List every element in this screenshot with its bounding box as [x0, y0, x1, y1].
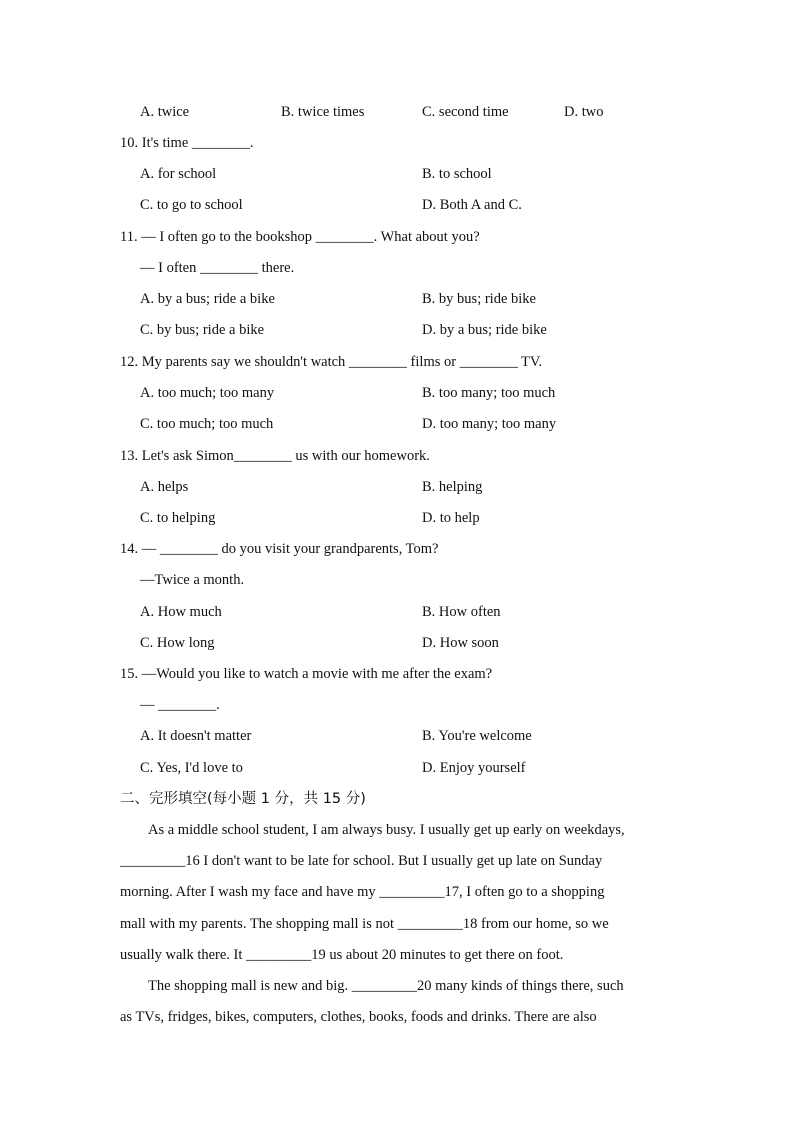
passage-line: as TVs, fridges, bikes, computers, clothes, books, foods and drinks. There are also: [120, 1009, 597, 1025]
option-b: B. to school: [422, 166, 492, 182]
option-b: B. too many; too much: [422, 385, 556, 401]
option-c: C. by bus; ride a bike: [140, 322, 265, 338]
passage-line: The shopping mall is new and big. _________20 many kinds of things there, such: [148, 978, 624, 994]
passage-line: morning. After I wash my face and have my _________17, I often go to a shopping: [120, 884, 605, 900]
question-stem: 11. — I often go to the bookshop ________. What about you?: [120, 229, 480, 245]
option-b: B. How often: [422, 604, 501, 620]
option-d: D. by a bus; ride bike: [422, 322, 547, 338]
option-c: C. to go to school: [140, 197, 243, 213]
option-b: B. by bus; ride bike: [422, 291, 536, 307]
option-b: B. helping: [422, 479, 483, 495]
option-c: C. to helping: [140, 510, 216, 526]
question-sub-line: —Twice a month.: [140, 572, 245, 588]
question-stem: 10. It's time ________.: [120, 135, 254, 151]
question-stem: 13. Let's ask Simon________ us with our homework.: [120, 448, 430, 464]
option-b: B. You're welcome: [422, 728, 532, 744]
option-d: D. Enjoy yourself: [422, 760, 526, 776]
option-d: D. to help: [422, 510, 480, 526]
option-d: D. too many; too many: [422, 416, 557, 432]
q9-option-a: A. twice: [140, 104, 190, 120]
section-heading: 二、完形填空(每小题 1 分，共 15 分): [120, 791, 366, 807]
question-stem: 14. — ________ do you visit your grandparents, Tom?: [120, 541, 439, 557]
option-c: C. Yes, I'd love to: [140, 760, 243, 776]
passage-line: _________16 I don't want to be late for school. But I usually get up late on Sunday: [120, 853, 603, 869]
option-a: A. How much: [140, 604, 222, 620]
q9-option-b: B. twice times: [281, 104, 365, 120]
question-stem: 12. My parents say we shouldn't watch ________ films or ________ TV.: [120, 354, 543, 370]
option-c: C. too much; too much: [140, 416, 274, 432]
question-sub-line: — I often ________ there.: [140, 260, 295, 276]
option-a: A. too much; too many: [140, 385, 275, 401]
option-c: C. How long: [140, 635, 215, 651]
option-d: D. How soon: [422, 635, 499, 651]
q9-option-c: C. second time: [422, 104, 509, 120]
passage-line: As a middle school student, I am always busy. I usually get up early on weekdays,: [148, 822, 625, 838]
option-a: A. by a bus; ride a bike: [140, 291, 275, 307]
question-sub-line: — ________.: [140, 697, 220, 713]
option-a: A. helps: [140, 479, 189, 495]
option-a: A. for school: [140, 166, 217, 182]
option-a: A. It doesn't matter: [140, 728, 252, 744]
question-stem: 15. —Would you like to watch a movie with me after the exam?: [120, 666, 493, 682]
q9-option-d: D. two: [564, 104, 604, 120]
passage-line: mall with my parents. The shopping mall is not _________18 from our home, so we: [120, 916, 609, 932]
passage-line: usually walk there. It _________19 us about 20 minutes to get there on foot.: [120, 947, 564, 963]
option-d: D. Both A and C.: [422, 197, 522, 213]
